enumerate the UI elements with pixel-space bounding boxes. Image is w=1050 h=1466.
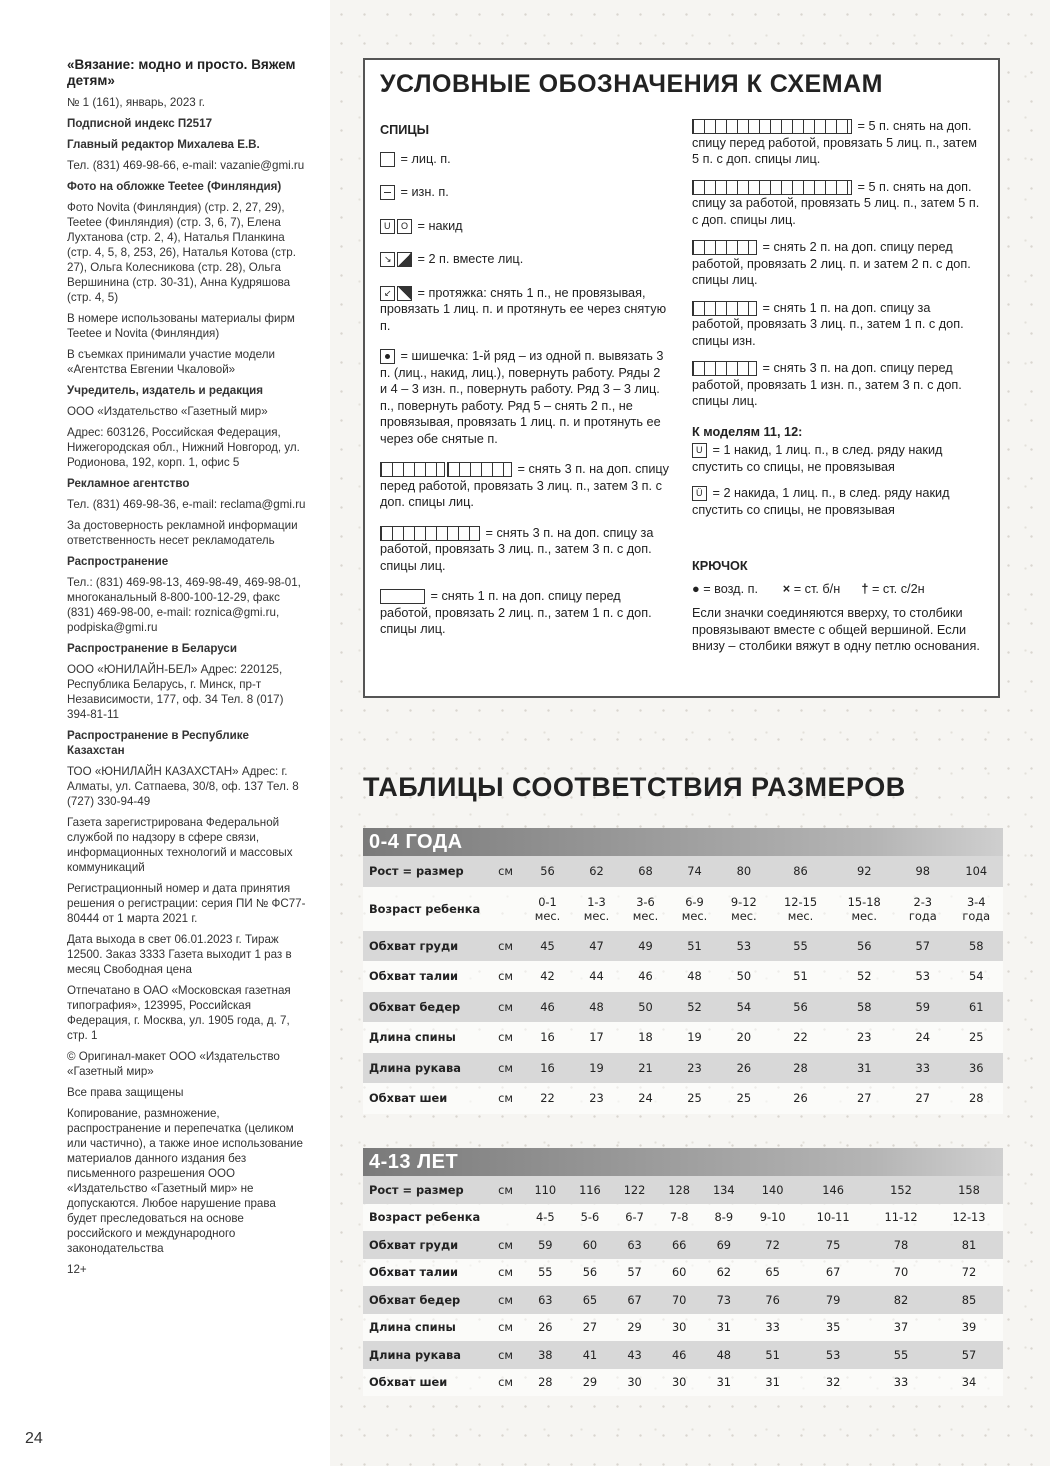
imprint — [67, 57, 307, 1283]
bobble-symbol-icon — [380, 349, 395, 364]
dc-icon: † — [861, 581, 869, 596]
table-cell: 65 — [582, 1292, 598, 1307]
table-cell: 116 — [579, 1182, 601, 1197]
row-unit: см — [498, 1292, 513, 1307]
c1over2-desc: = снять 1 п. на доп. спицу перед работой, провязать 2 лиц. п., затем 1 п. с доп. спицы лиц. — [380, 589, 652, 636]
c3back-desc: = снять 3 п. на доп. спицу за работой, провязать 3 лиц. п., затем 3 п. с доп. спицы лиц. — [380, 525, 654, 573]
table-cell: 26 — [736, 1060, 752, 1075]
table-cell: 4-5 — [536, 1210, 555, 1225]
table-cell: 16 — [540, 1060, 555, 1075]
c2front-desc: = снять 2 п. на доп. спицу перед работой, провязать 2 лиц. п. и затем 2 п. с доп. спицы лиц. — [692, 240, 971, 287]
imprint-line: © Оригинал-макет ООО «Издательство «Газетный мир» — [67, 1050, 280, 1078]
table-cell: 38 — [538, 1347, 553, 1362]
table-cell: 85 — [961, 1292, 977, 1307]
table-cell: 63 — [538, 1292, 553, 1307]
row-unit: см — [498, 938, 513, 953]
yo-u-symbol-icon: U — [380, 219, 395, 234]
size-table-body — [363, 856, 1003, 1114]
yo-desc: = накид — [417, 218, 463, 233]
imprint-line: Фото Novita (Финляндия) (стр. 2, 27, 29), Teetee (Финляндия) (стр. 3, 6, 7), Елена Лухтанова (стр. 2, 4), Наталья Планкина (стр. 4, 5, 8, 253, 26), Наталья Котова (стр. 27), Ольга Колесникова (стр. 28), Ольга Вершинина (стр. 30-31), Анна Кудряшова (стр. 4, 5) — [67, 201, 296, 304]
crochet-header: КРЮЧОК — [692, 559, 748, 573]
table-cell: 51 — [793, 969, 808, 984]
table-cell: 61 — [969, 999, 984, 1014]
table-cell: 32 — [825, 1375, 841, 1390]
table-cell: 48 — [716, 1347, 732, 1362]
imprint-line: Газета зарегистрирована Федеральной службой по надзору в сфере связи, информационных технологий и массовых коммуникаций — [67, 816, 293, 874]
bobble-desc: = шишечка: 1-й ряд – из одной п. вывязать 3 п. (лиц., накид, лиц.), повернуть работу. Ряды 2 и 4 – 3 изн. п., повернуть работу. Ряд 3 – 3 лиц. п., повернуть работу. Ряд 5 – снять 2 п., не провязывая, провязать 1 лиц. п. и протянуть ее через обе снятые п. — [380, 349, 664, 446]
table-cell: 98 — [915, 864, 931, 879]
row-label: Обхват груди — [369, 938, 459, 953]
table-cell: 35 — [825, 1320, 841, 1335]
table-cell: 82 — [893, 1292, 909, 1307]
table-cell: 18 — [638, 1030, 653, 1045]
table-cell: 69 — [716, 1237, 732, 1252]
table-cell: 23 — [856, 1030, 872, 1045]
row-unit: см — [498, 1091, 513, 1106]
c5back-desc: = 5 п. снять на доп. спицу за работой, провязать 5 лиц. п., затем 5 п. с доп. спицы лиц. — [692, 179, 980, 227]
c5front-desc: = 5 п. снять на доп. спицу перед работой, провязать 5 лиц. п., затем 5 п. с доп. спицы лиц. — [692, 119, 978, 166]
cable-5back-icon — [692, 180, 852, 195]
table-cell: 52 — [687, 999, 702, 1014]
table-row — [363, 887, 1003, 931]
table-title: 4-13 ЛЕТ — [363, 1148, 1003, 1176]
table-cell: 74 — [687, 864, 702, 879]
table-cell: 0-1 мес. — [534, 894, 561, 923]
row-unit: см — [498, 999, 513, 1014]
row-unit: см — [498, 1347, 513, 1362]
table-cell: 25 — [969, 1030, 984, 1045]
cable-1over2-icon — [380, 589, 425, 604]
imprint-line: 12+ — [67, 1263, 87, 1276]
imprint-line: В номере использованы материалы фирм Teetee и Novita (Финляндия) — [67, 312, 295, 340]
yo-o-symbol-icon: O — [397, 219, 412, 234]
table-cell: 27 — [915, 1091, 931, 1106]
table-cell: 51 — [765, 1347, 780, 1362]
c3front-desc: = снять 3 п. на доп. спицу перед работой, провязать 3 лиц. п., затем 3 п. с доп. спицы лиц. — [380, 462, 670, 509]
publication-title: «Вязание: модно и просто. Вяжем детям» — [67, 57, 296, 88]
table-cell: 24 — [638, 1091, 653, 1106]
page-number: 24 — [25, 1430, 43, 1447]
table-cell: 27 — [582, 1320, 598, 1335]
row-label: Обхват талии — [369, 969, 459, 984]
table-cell: 30 — [671, 1375, 687, 1390]
table-cell: 48 — [589, 999, 604, 1014]
table-cell: 12-13 — [952, 1210, 986, 1225]
table-cell: 50 — [736, 969, 752, 984]
row-label: Обхват груди — [369, 1237, 459, 1252]
table-cell: 27 — [856, 1091, 872, 1106]
imprint-line: Тел.: (831) 469-98-13, 469-98-49, 469-98-01, многоканальный 8-800-100-12-29, факс (831) 469-98-00, e-mail: roznica@gmi.ru, podpiska@gmi.ru — [67, 576, 301, 634]
table-cell: 12-15 мес. — [783, 894, 818, 923]
table-row — [363, 1204, 1003, 1232]
table-cell: 51 — [687, 938, 702, 953]
table-cell: 10-11 — [816, 1210, 850, 1225]
table-cell: 134 — [712, 1182, 735, 1197]
c3x1-desc: = снять 3 п. на доп. спицу перед работой, провязать 1 изн. п., затем 3 п. с доп. спицы лиц. — [692, 361, 962, 408]
table-row — [363, 1053, 1003, 1084]
table-cell: 55 — [793, 938, 808, 953]
table-cell: 25 — [736, 1091, 752, 1106]
table-cell: 59 — [915, 999, 931, 1014]
row-label: Обхват шеи — [369, 1375, 448, 1390]
table-cell: 140 — [761, 1182, 784, 1197]
row-unit — [488, 887, 523, 931]
table-cell: 53 — [736, 938, 752, 953]
row-unit: см — [498, 1320, 513, 1335]
table-cell: 11-12 — [884, 1210, 918, 1225]
table-row — [363, 1231, 1003, 1259]
imprint-lines — [67, 95, 307, 1277]
table-cell: 3-6 мес. — [632, 894, 659, 923]
row-label: Рост = размер — [369, 1182, 464, 1197]
needles-header: СПИЦЫ — [380, 123, 430, 137]
table-cell: 33 — [915, 1060, 931, 1075]
table-cell: 79 — [825, 1292, 841, 1307]
table-cell: 60 — [671, 1265, 687, 1280]
table-row — [363, 856, 1003, 887]
table-cell: 56 — [856, 938, 872, 953]
table-cell: 26 — [793, 1091, 808, 1106]
row-unit: см — [498, 1265, 513, 1280]
purl-symbol-icon — [380, 185, 395, 200]
table-cell: 42 — [540, 969, 555, 984]
imprint-line: Тел. (831) 469-98-36, e-mail: reclama@gmi.ru — [67, 498, 306, 511]
row-label: Длина спины — [369, 1320, 456, 1335]
table-cell: 21 — [638, 1060, 653, 1075]
table-cell: 9-10 — [759, 1210, 786, 1225]
table-cell: 17 — [589, 1030, 604, 1045]
table-cell: 25 — [687, 1091, 702, 1106]
row-label: Рост = размер — [369, 864, 464, 879]
row-unit — [488, 1204, 523, 1232]
table-cell: 44 — [589, 969, 604, 984]
imprint-line: Рекламное агентство — [67, 477, 190, 490]
row-label: Возраст ребенка — [369, 1210, 481, 1225]
imprint-line: Регистрационный номер и дата принятия решения о регистрации: серия ПИ № ФС77-80444 от 1 марта 2021 г. — [67, 882, 306, 925]
imprint-line: Дата выхода в свет 06.01.2023 г. Тираж 12500. Заказ 3333 Газета выходит 1 раз в месяц Свободная цена — [67, 933, 292, 976]
legend-title: УСЛОВНЫЕ ОБОЗНАЧЕНИЯ К СХЕМАМ — [380, 70, 883, 98]
c1x3-desc: = снять 1 п. на доп. спицу за работой, провязать 3 лиц. п., затем 1 п. с доп. спицы изн. — [692, 300, 964, 348]
table-cell: 29 — [582, 1375, 598, 1390]
table-cell: 104 — [965, 864, 988, 879]
k2tog-symbol-icon: ↘ — [380, 252, 395, 267]
table-cell: 1-3 мес. — [583, 894, 610, 923]
k2tog-filled-symbol-icon — [397, 252, 412, 267]
table-cell: 70 — [893, 1265, 909, 1280]
table-cell: 62 — [716, 1265, 732, 1280]
table-row — [363, 931, 1003, 962]
imprint-line: Распространение в Республике Казахстан — [67, 729, 249, 757]
row-unit: см — [498, 969, 513, 984]
table-cell: 20 — [736, 1030, 752, 1045]
imprint-line: Адрес: 603126, Российская Федерация, Нижегородская обл., Нижний Новгород, ул. Родионова, 192, корп. 1, офис 5 — [67, 426, 300, 469]
table-cell: 67 — [825, 1265, 841, 1280]
chain-icon: ● — [692, 581, 700, 596]
imprint-line: Тел. (831) 469-98-66, e-mail: vazanie@gmi.ru — [67, 159, 305, 172]
table-cell: 56 — [793, 999, 808, 1014]
table-cell: 22 — [793, 1030, 808, 1045]
table-cell: 128 — [668, 1182, 691, 1197]
row-label: Обхват бедер — [369, 1292, 461, 1307]
imprint-line: ТОО «ЮНИЛАЙН КАЗАХСТАН» Адрес: г. Алматы, ул. Сатпаева, 30/8, оф. 137 Тел. 8 (727) 330-94-49 — [67, 765, 299, 808]
row-unit: см — [498, 1060, 513, 1075]
crochet-note: Если значки соединяются вверху, то столбики провязывают вместе с общей вершиной. Если внизу – столбики вяжут в одну петлю основания. — [692, 606, 980, 653]
row-unit: см — [498, 1030, 513, 1045]
table-row — [363, 992, 1003, 1023]
imprint-line: Учредитель, издатель и редакция — [67, 384, 264, 397]
imprint-line: ООО «Издательство «Газетный мир» — [67, 405, 268, 418]
table-cell: 73 — [716, 1292, 732, 1307]
table-cell: 23 — [687, 1060, 702, 1075]
table-cell: 59 — [538, 1237, 553, 1252]
table-cell: 16 — [540, 1030, 555, 1045]
table-cell: 45 — [540, 938, 555, 953]
table-cell: 26 — [538, 1320, 553, 1335]
sizes-title: ТАБЛИЦЫ СООТВЕТСТВИЯ РАЗМЕРОВ — [363, 772, 906, 802]
cable-2front-icon — [692, 240, 757, 255]
table-cell: 43 — [627, 1347, 642, 1362]
table-cell: 46 — [671, 1347, 687, 1362]
table-row — [363, 1286, 1003, 1314]
row-label: Возраст ребенка — [369, 901, 481, 916]
skp-filled-symbol-icon — [397, 286, 412, 301]
table-cell: 53 — [915, 969, 931, 984]
row-unit: см — [498, 1237, 513, 1252]
table-cell: 110 — [534, 1182, 557, 1197]
table-cell: 70 — [671, 1292, 687, 1307]
table-cell: 152 — [890, 1182, 912, 1197]
table-cell: 24 — [915, 1030, 931, 1045]
cable-3x1-icon — [692, 361, 757, 376]
size-table-4-13 — [363, 1148, 1003, 1396]
table-cell: 30 — [627, 1375, 642, 1390]
table-cell: 37 — [893, 1320, 909, 1335]
table-cell: 68 — [638, 864, 653, 879]
imprint-line: Распространение в Беларуси — [67, 642, 237, 655]
row-label: Длина спины — [369, 1030, 456, 1045]
ch-desc: = возд. п. — [703, 581, 759, 596]
m1-desc: = 1 накид, 1 лиц. п., в след. ряду накид спустить со спицы, не провязывая — [692, 443, 943, 474]
table-cell: 46 — [638, 969, 653, 984]
row-unit: см — [498, 1375, 513, 1390]
table-cell: 54 — [736, 999, 752, 1014]
table-cell: 122 — [623, 1182, 646, 1197]
table-cell: 50 — [638, 999, 653, 1014]
size-table-body — [363, 1176, 1003, 1396]
table-cell: 36 — [969, 1060, 984, 1075]
table-cell: 28 — [538, 1375, 553, 1390]
table-row — [363, 1176, 1003, 1204]
table-cell: 66 — [671, 1237, 687, 1252]
table-cell: 62 — [589, 864, 604, 879]
sc-desc: = ст. б/н — [793, 581, 841, 596]
imprint-line: Главный редактор Михалева Е.В. — [67, 138, 260, 151]
table-cell: 29 — [627, 1320, 642, 1335]
table-cell: 72 — [765, 1237, 780, 1252]
table-cell: 63 — [627, 1237, 642, 1252]
row-label: Длина рукава — [369, 1347, 461, 1362]
table-row — [363, 961, 1003, 992]
table-cell: 28 — [793, 1060, 808, 1075]
table-cell: 2-3 года — [908, 894, 937, 923]
table-cell: 92 — [856, 864, 872, 879]
purl-desc: = изн. п. — [400, 185, 449, 199]
table-cell: 76 — [765, 1292, 780, 1307]
cable-3front-b-icon — [447, 462, 512, 477]
table-cell: 146 — [822, 1182, 844, 1197]
table-cell: 75 — [825, 1237, 841, 1252]
table-cell: 80 — [736, 864, 752, 879]
table-cell: 57 — [961, 1347, 977, 1362]
k2tog-desc: = 2 п. вместе лиц. — [417, 252, 524, 266]
table-cell: 33 — [893, 1375, 909, 1390]
table-cell: 6-7 — [625, 1210, 644, 1225]
row-label: Обхват шеи — [369, 1091, 448, 1106]
table-cell: 53 — [825, 1347, 841, 1362]
cable-3back-icon — [380, 526, 480, 541]
table-cell: 72 — [961, 1265, 977, 1280]
table-row — [363, 1341, 1003, 1369]
skp-symbol-icon: ↙ — [380, 286, 395, 301]
table-cell: 19 — [687, 1030, 702, 1045]
table-cell: 58 — [856, 999, 872, 1014]
table-row — [363, 1083, 1003, 1114]
table-cell: 31 — [765, 1375, 780, 1390]
table-cell: 57 — [627, 1265, 642, 1280]
table-cell: 31 — [716, 1375, 732, 1390]
table-cell: 57 — [915, 938, 931, 953]
table-cell: 47 — [589, 938, 604, 953]
table-cell: 46 — [540, 999, 555, 1014]
table-cell: 33 — [765, 1320, 780, 1335]
table-cell: 78 — [893, 1237, 909, 1252]
cable-3front-a-icon — [380, 462, 445, 477]
row-unit: см — [498, 864, 513, 879]
table-cell: 8-9 — [714, 1210, 734, 1225]
imprint-line: № 1 (161), январь, 2023 г. — [67, 96, 205, 109]
table-cell: 56 — [540, 864, 555, 879]
table-cell: 3-4 года — [962, 894, 991, 923]
table-cell: 41 — [582, 1347, 598, 1362]
table-cell: 48 — [687, 969, 702, 984]
table-cell: 15-18 мес. — [847, 894, 881, 923]
imprint-line: В съемках принимали участие модели «Агентства Евгении Чкаловой» — [67, 348, 275, 376]
table-cell: 30 — [671, 1320, 687, 1335]
table-cell: 9-12 мес. — [730, 894, 757, 923]
cable-5front-icon — [692, 119, 852, 134]
imprint-line: За достоверность рекламной информации ответственность несет рекламодатель — [67, 519, 298, 547]
row-label: Обхват бедер — [369, 999, 461, 1014]
imprint-line: ООО «ЮНИЛАЙН-БЕЛ» Адрес: 220125, Республика Беларусь, г. Минск, пр-т Независимости, 177, оф. 34 Тел. 8 (017) 394-81-11 — [67, 663, 284, 721]
table-cell: 6-9 мес. — [681, 894, 708, 923]
imprint-line: Распространение — [67, 555, 169, 568]
table-cell: 19 — [589, 1060, 604, 1075]
table-row — [363, 1259, 1003, 1287]
table-row — [363, 1022, 1003, 1053]
table-cell: 158 — [958, 1182, 980, 1197]
table-cell: 22 — [540, 1091, 555, 1106]
table-cell: 54 — [969, 969, 984, 984]
row-label: Обхват талии — [369, 1265, 459, 1280]
table-cell: 81 — [961, 1237, 977, 1252]
knit-desc: = лиц. п. — [400, 151, 451, 166]
models-header: К моделям 11, 12: — [692, 424, 803, 439]
imprint-line: Копирование, размножение, распространение и перепечатка (целиком или частично), а также иное использование материалов данного издания без письменного разрешения ООО «Издательство «Газетный мир» не допускаются. Любое нарушение права будет преследоваться на основе российского и международного законодательства — [67, 1107, 303, 1255]
table-cell: 5-6 — [580, 1210, 600, 1225]
imprint-line: Фото на обложке Teetee (Финляндия) — [67, 180, 282, 193]
table-cell: 28 — [969, 1091, 984, 1106]
table-cell: 52 — [856, 969, 872, 984]
table-cell: 86 — [793, 864, 808, 879]
m2-desc: = 2 накида, 1 лиц. п., в след. ряду накид спустить со спицы, не провязывая — [692, 486, 950, 517]
sc-icon: × — [782, 581, 791, 596]
table-cell: 56 — [582, 1265, 598, 1280]
dc-desc: = ст. с/2н — [871, 581, 925, 596]
yo2-drop-symbol-icon: Ü — [692, 486, 707, 501]
imprint-line: Подписной индекс П2517 — [67, 117, 213, 130]
table-cell: 34 — [961, 1375, 977, 1390]
table-cell: 31 — [716, 1320, 732, 1335]
imprint-line: Все права защищены — [67, 1086, 184, 1099]
table-cell: 67 — [627, 1292, 642, 1307]
yo-drop-symbol-icon: U — [692, 443, 707, 458]
table-cell: 65 — [765, 1265, 780, 1280]
table-cell: 49 — [638, 938, 653, 953]
row-label: Длина рукава — [369, 1060, 461, 1075]
table-cell: 23 — [589, 1091, 604, 1106]
size-table-0-4 — [363, 828, 1003, 1114]
cable-1x3-icon — [692, 301, 757, 316]
table-cell: 39 — [961, 1320, 977, 1335]
table-row — [363, 1314, 1003, 1342]
table-row — [363, 1369, 1003, 1397]
table-cell: 55 — [893, 1347, 909, 1362]
row-unit: см — [498, 1182, 513, 1197]
imprint-line: Отпечатано в ОАО «Московская газетная типография», 123995, Российская Федерация, г. Москва, ул. 1905 года, д. 7, стр. 1 — [67, 984, 291, 1042]
table-cell: 31 — [856, 1060, 872, 1075]
table-cell: 60 — [582, 1237, 598, 1252]
table-cell: 58 — [969, 938, 984, 953]
skp-desc: = протяжка: снять 1 п., не провязывая, провязать 1 лиц. п. и протянуть ее через снятую п. — [380, 285, 667, 333]
table-cell: 55 — [538, 1265, 553, 1280]
table-title: 0-4 ГОДА — [363, 828, 1003, 856]
table-cell: 7-8 — [669, 1210, 689, 1225]
knit-symbol-icon — [380, 152, 395, 167]
